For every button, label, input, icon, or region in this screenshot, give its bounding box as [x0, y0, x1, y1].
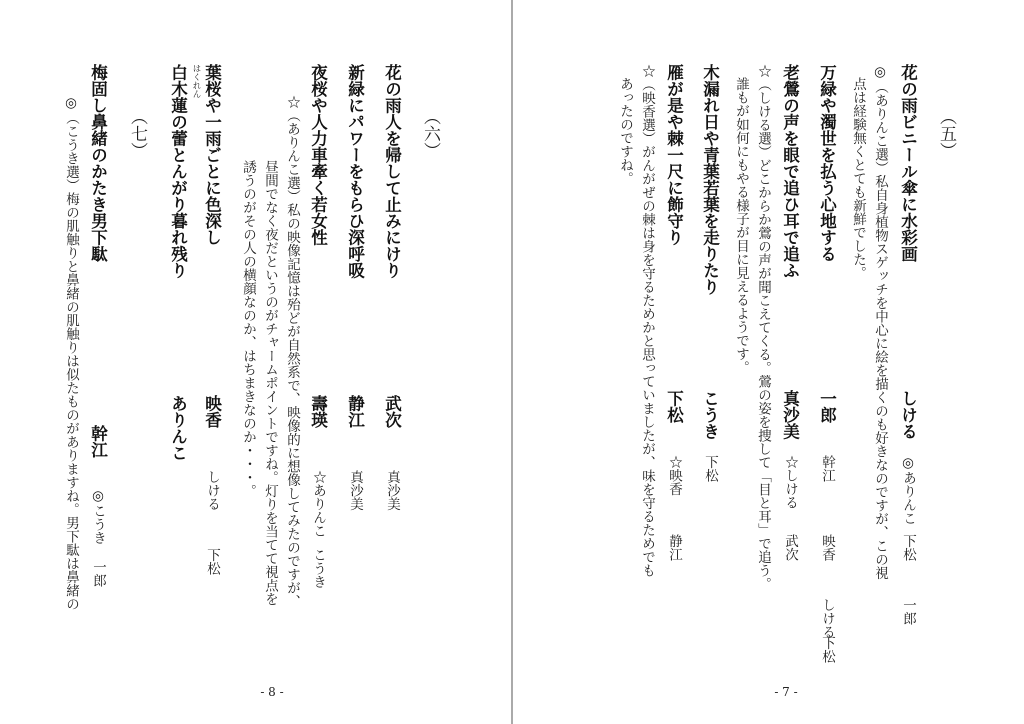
pick-name: ◎ありんこ: [900, 455, 916, 525]
haiku-text: 万緑や濁世を払う心地する: [817, 64, 837, 262]
haiku-text: 梅固し鼻緒のかたき男下駄: [88, 64, 108, 262]
haiku-author: 静江: [345, 395, 365, 428]
selection-comment: ◎（こうき選）梅の肌触りと鼻緒の肌触りは似たものがありますね。男下駄は鼻緒の: [63, 95, 79, 611]
selection-comment: あったのですね。: [617, 77, 633, 185]
haiku-author: 真沙美: [780, 390, 800, 440]
selection-comment: 誘うのがその人の横顔なのか、はちまきなのか・・・。: [240, 160, 256, 498]
selection-comment: ◎（ありんこ選）私自身植物スゲッチを中心に絵を描くのも好きなのですが、この視: [872, 64, 888, 580]
haiku-author: 下松: [664, 390, 684, 423]
pick-name: 下松: [204, 548, 220, 575]
pick-name: こうき: [310, 548, 326, 589]
page-number: - 7 -: [774, 685, 798, 699]
section-heading: （七）: [127, 108, 147, 159]
haiku-author: 映香: [202, 395, 222, 428]
pick-name: しける: [819, 598, 835, 639]
pick-name: 静江: [666, 534, 682, 561]
page-number: - 8 -: [260, 685, 284, 699]
pick-name: ☆しける: [782, 455, 798, 509]
selection-comment: ☆（映香選）がんがぜの棘は身を守るためかと思っていましたが、味を守るためでも: [639, 64, 655, 577]
pick-name: 真沙美: [347, 470, 363, 511]
haiku-author: こうき: [700, 390, 720, 440]
section-heading: （六）: [420, 108, 440, 159]
selection-comment: 昼間でなく夜だというのがチャームポイントですね。灯りを当てて視点を: [262, 160, 278, 606]
pick-name: 下松: [819, 636, 835, 663]
haiku-text: 雁が是や棘一尺に飾守り: [664, 64, 684, 246]
pick-name: しける: [204, 470, 220, 511]
pick-name: ◎こうき: [90, 488, 106, 545]
pick-name: 下松: [702, 455, 718, 482]
pick-name: 武次: [782, 534, 798, 561]
selection-comment: ☆（しける選）どこからか鶯の声が聞こえてくる。鶯の姿を捜して「目と耳」で追う。: [755, 64, 771, 591]
text-layer: [63, 63, 957, 699]
haiku-author: ありんこ: [168, 395, 188, 461]
pick-name: 下松: [900, 534, 916, 561]
haiku-text: 新緑にパワーをもらひ深呼吸: [345, 64, 365, 279]
selection-comment: 点は経験無くとても新鮮でした。: [850, 77, 866, 280]
selection-comment: 誰もが如何にもやる様子が目に見えるようです。: [733, 77, 749, 374]
pick-name: 映香: [819, 534, 835, 561]
haiku-text: 花の雨人を帰して止みにけり: [382, 64, 402, 279]
ruby-reading: はくれん: [191, 64, 201, 98]
haiku-author: 武次: [382, 395, 402, 428]
haiku-text: 花の雨ビニール傘に水彩画: [898, 64, 918, 262]
haiku-text: 木漏れ日や青葉若葉を走りたり: [700, 64, 720, 295]
haiku-author: しける: [898, 390, 918, 440]
selection-comment: ☆（ありんこ選）私の映像記憶は殆どが自然系で、映像的に想像してみたのですが、: [284, 95, 300, 608]
pick-name: ☆ありんこ: [310, 470, 326, 538]
haiku-text: 葉桜や一雨ごとに色深し: [202, 64, 222, 246]
haiku-author: 幹江: [88, 425, 108, 458]
pick-name: ☆映香: [666, 455, 682, 496]
haiku-text: 夜桜や人力車牽く若女性: [308, 64, 328, 246]
pick-name: 幹江: [819, 455, 835, 482]
haiku-author: 一郎: [817, 390, 837, 423]
haiku-text: 老鶯の声を眼で追ひ耳で追ふ: [780, 64, 800, 279]
pick-name: 一郎: [90, 560, 106, 587]
haiku-author: 壽瑛: [308, 395, 328, 428]
section-heading: （五）: [936, 108, 956, 159]
pick-name: 一郎: [900, 598, 916, 625]
haiku-text: 白木蓮の蕾とんがり暮れ残り: [168, 64, 188, 279]
pick-name: 真沙美: [384, 470, 400, 511]
